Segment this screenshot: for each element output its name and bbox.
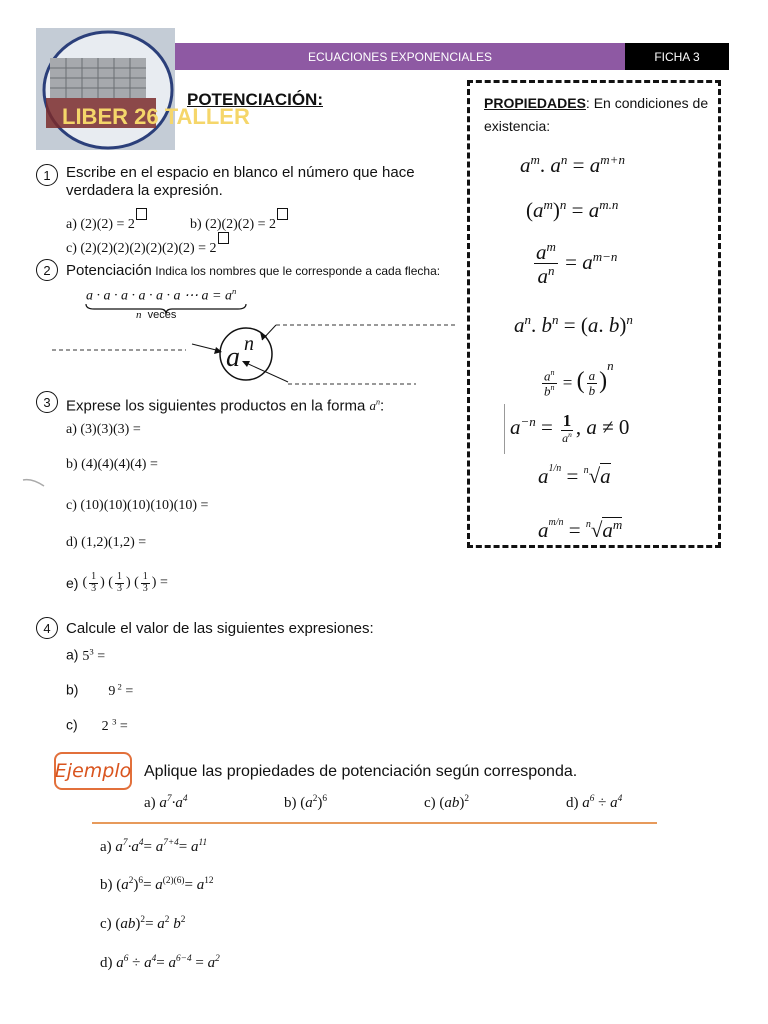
question-3d: d) (1,2)(1,2) =: [66, 535, 147, 550]
svg-text:n: n: [244, 333, 254, 355]
answer-box[interactable]: [136, 208, 147, 220]
school-logo-image: [36, 28, 250, 150]
arrows-diagram: [48, 318, 468, 390]
question-3a: a) (3)(3)(3) =: [66, 422, 141, 437]
sheet-label-text: FICHA 3: [654, 49, 700, 64]
example-divider: [92, 822, 657, 824]
question-4a: a) $5^3$ =: [66, 646, 106, 664]
properties-title-rest: : En condiciones de existencia:: [484, 95, 709, 134]
stray-mark: [22, 476, 46, 488]
example-badge: Ejemplo: [54, 752, 132, 790]
example-solution-a: a) $a^7\cdot a^4= a^{7+4}= a^{11}$: [100, 838, 208, 855]
question-3-number: 3: [36, 391, 58, 413]
example-solution-d: d) $a^6 \div a^4= a^{6-4} = a^2$: [100, 954, 220, 971]
question-3c: c) (10)(10)(10)(10)(10) =: [66, 498, 209, 513]
question-1c: [66, 232, 229, 257]
question-2-instruction: Indica los nombres que le corresponde a cada flecha:: [151, 264, 441, 278]
example-item-b: b) $(a^2)^6$: [284, 794, 328, 811]
question-1b-text: b) (2)(2)(2) = 2: [190, 217, 277, 232]
question-3-text: Exprese los siguientes productos en la forma $a^n$:: [66, 397, 385, 415]
question-1-text: Escribe en el espacio en blanco el número que hace verdadera la expresión.: [66, 164, 415, 199]
question-1a-text: a) (2)(2) = 2: [66, 217, 135, 232]
question-2-text: [66, 262, 440, 280]
question-4c-label: c): [66, 716, 78, 733]
question-1b: [190, 208, 288, 233]
veces-text: veces: [147, 309, 177, 321]
question-3b: b) (4)(4)(4)(4) =: [66, 457, 158, 472]
property-negative-exponent: $a^{-n}$ = $\frac{1}{a^n}$ , a ≠ 0: [510, 411, 630, 445]
power-definition: a · a · a · a · a · a ⋯ $a = a^n$: [86, 286, 237, 304]
question-1a: [66, 208, 147, 233]
worksheet-title-text: ECUACIONES EXPONENCIALES: [307, 49, 493, 64]
question-4-number: 4: [36, 617, 58, 639]
property-rational-exponent: $a^{m/n} = ^n√a^m$: [538, 517, 623, 542]
question-3e-expression: ( $\frac{1}{3}$ ) ( $\frac{1}{3}$ ) ( $\frac{1}{3}$ ) =: [82, 571, 168, 594]
property-fractional-exponent: $a^{1/n} = ^n√a$: [538, 463, 611, 488]
margin-line: [504, 404, 505, 454]
example-instruction: Aplique las propiedades de potenciación según corresponda.: [144, 763, 578, 780]
question-4b: b) 9 $^2$ =: [66, 681, 134, 699]
property-product: $a^m$. $a^n = a^{m+n}$: [520, 152, 625, 177]
question-1-number: 1: [36, 164, 58, 186]
veces-label: n veces: [136, 309, 177, 321]
example-item-a: a) $a^7\cdot a^4$: [144, 794, 188, 811]
question-2-number: 2: [36, 259, 58, 281]
worksheet-title: [175, 43, 625, 70]
properties-title: [484, 92, 714, 138]
property-power-of-power: $(a^m)^n = a^{m.n}$: [526, 197, 619, 222]
property-power-of-quotient: $\frac{a^n}{b^n}$ = ( $\frac{a}{b}$ )$^n$: [544, 358, 614, 399]
example-solution-c: c) $(ab)^2= a^2$ $b^2$: [100, 915, 186, 932]
question-2-title: Potenciación: [66, 262, 152, 279]
example-item-c: c) (ab)$^2$: [424, 794, 470, 811]
question-4a-label: a): [66, 646, 79, 663]
question-4-text: Calcule el valor de las siguientes expresiones:: [66, 620, 374, 637]
example-item-d: d) $a^6 \div a^4$: [566, 794, 623, 811]
question-3e-label: e): [66, 575, 79, 591]
page-title: POTENCIACIÓN:: [187, 90, 323, 109]
question-3e: [66, 572, 168, 594]
property-quotient: $\frac{a^m}{a^n}$ = $a^{m-n}$: [536, 239, 618, 289]
question-1c-text: c) (2)(2)(2)(2)(2)(2)(2) = 2: [66, 241, 217, 256]
school-logo: [36, 28, 250, 150]
answer-box[interactable]: [218, 232, 229, 244]
svg-text:a: a: [226, 342, 240, 373]
logo-text: LIBER 26 TALLER: [62, 104, 250, 129]
question-4c: c) 2 $^3$ =: [66, 716, 128, 734]
question-3-instruction: Exprese los siguientes productos en la forma: [66, 397, 366, 415]
example-solution-b: b) $(a^2)^6= a^{(2)(6)}= a^{12}$: [100, 876, 214, 893]
question-4b-label: b): [66, 681, 79, 698]
property-power-of-product: $a^n$. $b^n = (a$. b)$^n$: [514, 312, 633, 337]
sheet-label: [625, 43, 729, 70]
answer-box[interactable]: [277, 208, 288, 220]
properties-title-bold: PROPIEDADES: [484, 95, 586, 111]
